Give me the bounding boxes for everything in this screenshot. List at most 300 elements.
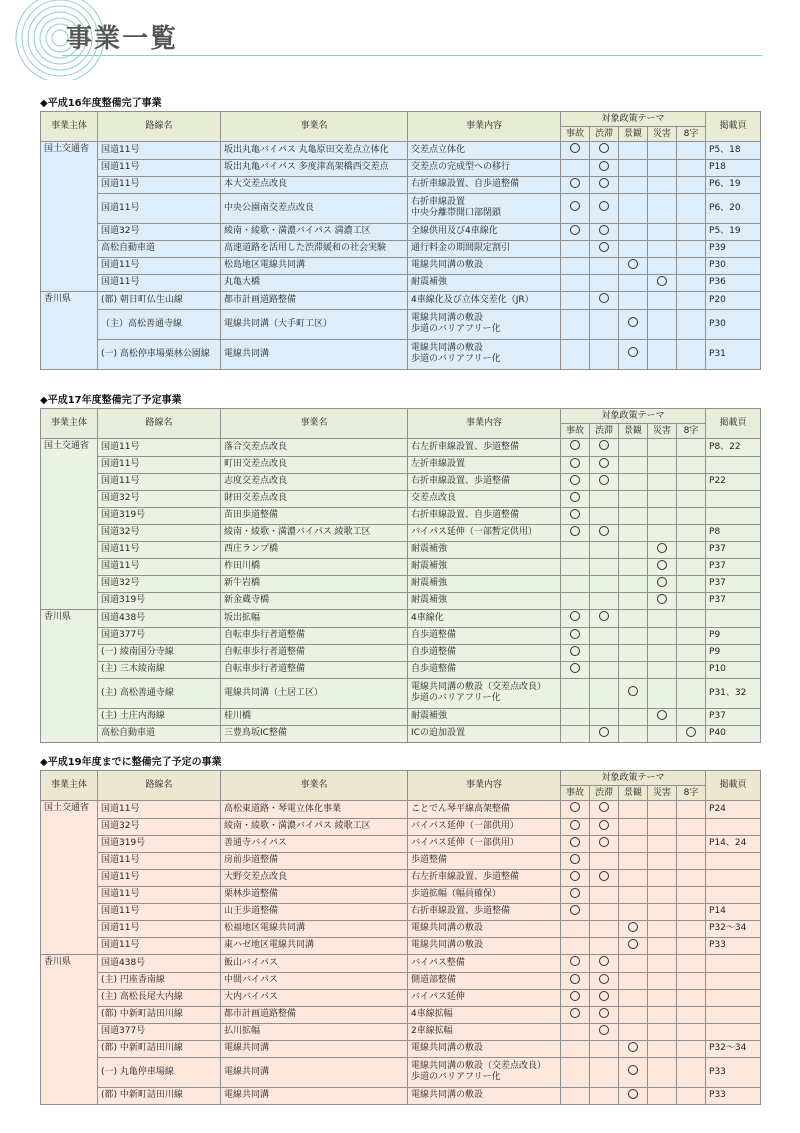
cell-route: 国道32号 xyxy=(98,818,221,835)
header-content: 事業内容 xyxy=(408,771,561,801)
cell-subject xyxy=(41,507,98,524)
cell-route: 国道11号 xyxy=(98,193,221,223)
cell-page: P6、19 xyxy=(706,176,761,193)
cell-project: 飯山バイパス xyxy=(221,955,408,973)
cell-route: 国道319号 xyxy=(98,592,221,610)
content-line: 電線共同溝の敷設（交差点改良） xyxy=(411,1061,547,1071)
cell-content xyxy=(408,937,561,955)
cell-disaster xyxy=(648,852,677,869)
cell-landscape xyxy=(619,920,648,937)
circle-mark-icon xyxy=(628,347,638,357)
cell-landscape xyxy=(619,274,648,292)
cell-eight xyxy=(677,159,706,176)
cell-content xyxy=(408,661,561,678)
cell-landscape xyxy=(619,1023,648,1040)
cell-project: 房前歩道整備 xyxy=(221,852,408,869)
cell-content xyxy=(408,193,561,223)
cell-congestion xyxy=(590,592,619,610)
cell-disaster xyxy=(648,835,677,852)
circle-mark-icon xyxy=(599,458,609,468)
cell-subject xyxy=(41,456,98,473)
content-line: ことでん琴平線高架整備 xyxy=(411,803,511,814)
cell-accident xyxy=(561,274,590,292)
content-line: バイパス延伸 xyxy=(411,992,465,1002)
table-row xyxy=(41,937,761,955)
cell-congestion xyxy=(590,142,619,160)
content-line: 自歩道整備 xyxy=(411,647,457,657)
circle-mark-icon xyxy=(599,1025,609,1035)
circle-mark-icon xyxy=(570,509,580,519)
content-line: 4車線化及び立体交差化（JR） xyxy=(411,294,534,305)
content-line: バイパス延伸（一部暫定供用） xyxy=(411,527,537,537)
cell-eight xyxy=(677,575,706,592)
cell-project: 綾南・綾歌・満濃バイパス 綾歌工区 xyxy=(221,818,408,835)
table-row xyxy=(41,610,761,628)
cell-subject: 国土交通省 xyxy=(41,142,98,160)
content-line: 交差点立体化 xyxy=(411,144,466,155)
circle-mark-icon xyxy=(599,837,609,847)
cell-disaster xyxy=(648,920,677,937)
table-row xyxy=(41,240,761,257)
cell-project: 払川拡幅 xyxy=(221,1023,408,1040)
cell-congestion xyxy=(590,869,619,886)
cell-disaster xyxy=(648,989,677,1006)
cell-congestion xyxy=(590,541,619,558)
cell-eight xyxy=(677,257,706,274)
content-line: 通行料金の期間限定割引 xyxy=(411,243,511,253)
circle-mark-icon xyxy=(628,686,638,696)
cell-route: (一) 綾南国分寺線 xyxy=(98,644,221,661)
cell-accident xyxy=(561,937,590,955)
cell-congestion xyxy=(590,240,619,257)
cell-subject xyxy=(41,1023,98,1040)
header-policy-theme: 対象政策テーマ xyxy=(561,112,706,127)
cell-landscape xyxy=(619,835,648,852)
cell-eight xyxy=(677,661,706,678)
section-title: ◆平成16年度整備完了事業 xyxy=(40,98,162,109)
cell-landscape xyxy=(619,1057,648,1087)
cell-eight xyxy=(677,610,706,628)
cell-route: 国道11号 xyxy=(98,937,221,955)
circle-mark-icon xyxy=(599,225,609,235)
cell-disaster xyxy=(648,439,677,457)
content-line: 4車線拡幅 xyxy=(411,1009,453,1019)
cell-page: P20 xyxy=(706,292,761,310)
cell-route: 国道11号 xyxy=(98,473,221,490)
cell-page xyxy=(706,972,761,989)
table-row xyxy=(41,223,761,240)
cell-eight xyxy=(677,886,706,903)
cell-landscape xyxy=(619,541,648,558)
table-row xyxy=(41,678,761,708)
table-row xyxy=(41,490,761,507)
cell-content xyxy=(408,292,561,310)
cell-congestion xyxy=(590,955,619,973)
content-line: 右左折車線設置、歩道整備 xyxy=(411,441,520,452)
table-row xyxy=(41,1023,761,1040)
cell-accident xyxy=(561,592,590,610)
cell-disaster xyxy=(648,274,677,292)
table-row xyxy=(41,869,761,886)
cell-subject xyxy=(41,274,98,292)
cell-accident xyxy=(561,1040,590,1057)
cell-landscape xyxy=(619,903,648,920)
content-line: 中央分離帯開口部閉鎖 xyxy=(411,208,502,218)
cell-accident xyxy=(561,1006,590,1023)
cell-project: 綾南・綾歌・満濃バイパス 満濃工区 xyxy=(221,223,408,240)
cell-page xyxy=(706,490,761,507)
content-line: 自歩道整備 xyxy=(411,630,457,640)
circle-mark-icon xyxy=(599,727,609,737)
cell-congestion xyxy=(590,644,619,661)
cell-project: 新牛岩橋 xyxy=(221,575,408,592)
cell-congestion xyxy=(590,1087,619,1105)
cell-accident xyxy=(561,972,590,989)
cell-eight xyxy=(677,456,706,473)
cell-page xyxy=(706,610,761,628)
cell-subject xyxy=(41,159,98,176)
cell-disaster xyxy=(648,972,677,989)
cell-subject xyxy=(41,725,98,743)
cell-project: 東ハゼ地区電線共同溝 xyxy=(221,937,408,955)
circle-mark-icon xyxy=(570,458,580,468)
cell-page: P9 xyxy=(706,644,761,661)
cell-disaster xyxy=(648,339,677,370)
cell-congestion xyxy=(590,274,619,292)
cell-subject: 香川県 xyxy=(41,292,98,310)
table-row xyxy=(41,339,761,370)
cell-accident xyxy=(561,610,590,628)
cell-landscape xyxy=(619,708,648,725)
cell-congestion xyxy=(590,1006,619,1023)
cell-page: P8、22 xyxy=(706,439,761,457)
cell-disaster xyxy=(648,678,677,708)
header-disaster: 災害 xyxy=(648,786,677,801)
cell-disaster xyxy=(648,903,677,920)
circle-mark-icon xyxy=(599,293,609,303)
circle-mark-icon xyxy=(599,871,609,881)
table-row xyxy=(41,541,761,558)
cell-eight xyxy=(677,1006,706,1023)
table-row xyxy=(41,972,761,989)
table-row xyxy=(41,989,761,1006)
cell-congestion xyxy=(590,886,619,903)
content-line: バイパス延伸（一部供用） xyxy=(411,821,519,831)
cell-page: P37 xyxy=(706,575,761,592)
cell-accident xyxy=(561,309,590,339)
cell-disaster xyxy=(648,159,677,176)
project-table xyxy=(40,770,761,1105)
section-title: ◆平成19年度までに整備完了予定の事業 xyxy=(40,757,222,768)
cell-landscape xyxy=(619,937,648,955)
cell-accident xyxy=(561,661,590,678)
cell-eight xyxy=(677,989,706,1006)
cell-accident xyxy=(561,575,590,592)
cell-landscape xyxy=(619,142,648,160)
table-row xyxy=(41,558,761,575)
cell-project: 柞田川橋 xyxy=(221,558,408,575)
cell-page xyxy=(706,869,761,886)
cell-content xyxy=(408,223,561,240)
cell-eight xyxy=(677,678,706,708)
cell-project: 志度交差点改良 xyxy=(221,473,408,490)
content-line: 耐震補強 xyxy=(411,561,448,571)
cell-project: 苗田歩道整備 xyxy=(221,507,408,524)
cell-congestion xyxy=(590,678,619,708)
table-row xyxy=(41,644,761,661)
content-line: 耐震補強 xyxy=(411,711,448,721)
cell-subject xyxy=(41,903,98,920)
cell-congestion xyxy=(590,558,619,575)
header-landscape: 景観 xyxy=(619,127,648,142)
cell-eight xyxy=(677,1057,706,1087)
circle-mark-icon xyxy=(570,492,580,502)
cell-landscape xyxy=(619,725,648,743)
circle-mark-icon xyxy=(570,178,580,188)
cell-subject: 国土交通省 xyxy=(41,439,98,457)
cell-eight xyxy=(677,627,706,644)
cell-route: (主) 高松善通寺線 xyxy=(98,678,221,708)
cell-content xyxy=(408,1057,561,1087)
cell-disaster xyxy=(648,257,677,274)
cell-page xyxy=(706,1023,761,1040)
cell-eight xyxy=(677,972,706,989)
cell-page xyxy=(706,989,761,1006)
content-line: 電線共同溝の敷設（交差点改良） xyxy=(411,682,547,692)
circle-mark-icon xyxy=(570,837,580,847)
cell-content xyxy=(408,886,561,903)
cell-congestion xyxy=(590,835,619,852)
cell-congestion xyxy=(590,801,619,819)
cell-route: 国道11号 xyxy=(98,142,221,160)
cell-eight xyxy=(677,937,706,955)
table-row xyxy=(41,1057,761,1087)
cell-landscape xyxy=(619,801,648,819)
header-page: 掲載頁 xyxy=(706,112,761,142)
cell-disaster xyxy=(648,937,677,955)
cell-project: 新金蔵寺橋 xyxy=(221,592,408,610)
circle-mark-icon xyxy=(599,143,609,153)
cell-accident xyxy=(561,257,590,274)
cell-subject xyxy=(41,592,98,610)
cell-congestion xyxy=(590,725,619,743)
cell-disaster xyxy=(648,886,677,903)
cell-landscape xyxy=(619,989,648,1006)
cell-project: 電線共同溝 xyxy=(221,1040,408,1057)
cell-content xyxy=(408,1006,561,1023)
circle-mark-icon xyxy=(570,201,580,211)
circle-mark-icon xyxy=(628,259,638,269)
cell-landscape xyxy=(619,1087,648,1105)
cell-congestion xyxy=(590,193,619,223)
cell-eight xyxy=(677,490,706,507)
content-line: バイパス延伸（一部供用） xyxy=(411,838,519,848)
header-project: 事業名 xyxy=(221,112,408,142)
content-line: 耐震補強 xyxy=(411,277,448,288)
cell-page: P37 xyxy=(706,558,761,575)
cell-congestion xyxy=(590,989,619,1006)
cell-page xyxy=(706,507,761,524)
cell-project: 坂出拡幅 xyxy=(221,610,408,628)
cell-landscape xyxy=(619,592,648,610)
cell-landscape xyxy=(619,886,648,903)
section-title: ◆平成17年度整備完了予定事業 xyxy=(40,395,182,406)
header-policy-theme: 対象政策テーマ xyxy=(561,771,706,786)
content-line: 右折車線設置、歩道整備 xyxy=(411,476,511,486)
cell-route: 国道11号 xyxy=(98,541,221,558)
circle-mark-icon xyxy=(599,956,609,966)
cell-eight xyxy=(677,142,706,160)
cell-subject xyxy=(41,240,98,257)
cell-congestion xyxy=(590,661,619,678)
circle-mark-icon xyxy=(628,1065,638,1075)
content-line: 耐震補強 xyxy=(411,595,448,606)
cell-project: 電線共同溝 xyxy=(221,1057,408,1087)
cell-route: 国道11号 xyxy=(98,456,221,473)
content-line: 電線共同溝の敷設 xyxy=(411,1090,484,1101)
table-row xyxy=(41,818,761,835)
cell-route: 国道377号 xyxy=(98,627,221,644)
header-page: 掲載頁 xyxy=(706,771,761,801)
cell-congestion xyxy=(590,920,619,937)
section-h16 xyxy=(40,97,760,370)
cell-congestion xyxy=(590,292,619,310)
cell-disaster xyxy=(648,610,677,628)
content-line: 電線共同溝の敷設 xyxy=(411,940,484,951)
cell-eight xyxy=(677,708,706,725)
content-line: 耐震補強 xyxy=(411,578,448,588)
cell-landscape xyxy=(619,575,648,592)
cell-content xyxy=(408,708,561,725)
cell-accident xyxy=(561,835,590,852)
content-line: 電線共同溝の敷設 xyxy=(411,313,484,323)
header-route: 路線名 xyxy=(98,771,221,801)
cell-disaster xyxy=(648,541,677,558)
cell-eight xyxy=(677,274,706,292)
cell-landscape xyxy=(619,176,648,193)
table-row xyxy=(41,473,761,490)
cell-accident xyxy=(561,869,590,886)
cell-route: 国道32号 xyxy=(98,575,221,592)
cell-subject xyxy=(41,661,98,678)
cell-congestion xyxy=(590,176,619,193)
cell-subject: 香川県 xyxy=(41,610,98,628)
cell-landscape xyxy=(619,610,648,628)
cell-content xyxy=(408,524,561,541)
cell-accident xyxy=(561,627,590,644)
cell-congestion xyxy=(590,524,619,541)
cell-subject xyxy=(41,541,98,558)
cell-route: (主) 三木綾南線 xyxy=(98,661,221,678)
cell-content xyxy=(408,818,561,835)
table-row xyxy=(41,886,761,903)
cell-route: 高松自動車道 xyxy=(98,725,221,743)
cell-page: P33 xyxy=(706,1087,761,1105)
circle-mark-icon xyxy=(599,991,609,1001)
content-line: ICの追加設置 xyxy=(411,728,465,739)
circle-mark-icon xyxy=(599,242,609,252)
cell-eight xyxy=(677,1023,706,1040)
cell-congestion xyxy=(590,339,619,370)
cell-content xyxy=(408,541,561,558)
content-line: 全線供用及び4車線化 xyxy=(411,226,498,236)
cell-congestion xyxy=(590,507,619,524)
header-eight: 8字 xyxy=(677,424,706,439)
cell-route: （主）高松善通寺線 xyxy=(98,309,221,339)
circle-mark-icon xyxy=(599,820,609,830)
circle-mark-icon xyxy=(570,475,580,485)
cell-landscape xyxy=(619,524,648,541)
content-line: 電線共同溝の敷設 xyxy=(411,260,484,270)
circle-mark-icon xyxy=(599,475,609,485)
cell-subject: 香川県 xyxy=(41,955,98,973)
cell-subject xyxy=(41,1006,98,1023)
cell-route: 国道11号 xyxy=(98,159,221,176)
cell-route: 国道11号 xyxy=(98,920,221,937)
content-line: 2車線拡幅 xyxy=(411,1026,453,1036)
content-line: 左折車線設置 xyxy=(411,459,466,469)
cell-route: (一) 高松停車場栗林公園線 xyxy=(98,339,221,370)
content-line: 右折車線設置、歩道整備 xyxy=(411,906,511,916)
cell-disaster xyxy=(648,869,677,886)
cell-page: P37 xyxy=(706,541,761,558)
cell-landscape xyxy=(619,661,648,678)
cell-accident xyxy=(561,644,590,661)
cell-content xyxy=(408,490,561,507)
cell-page: P14、24 xyxy=(706,835,761,852)
circle-mark-icon xyxy=(599,161,609,171)
table-row xyxy=(41,142,761,160)
circle-mark-icon xyxy=(570,871,580,881)
cell-accident xyxy=(561,558,590,575)
cell-disaster xyxy=(648,473,677,490)
cell-disaster xyxy=(648,627,677,644)
cell-page: P6、20 xyxy=(706,193,761,223)
content-line: 歩道のバリアフリー化 xyxy=(411,324,501,334)
cell-accident xyxy=(561,507,590,524)
cell-accident xyxy=(561,1023,590,1040)
cell-congestion xyxy=(590,903,619,920)
table-row xyxy=(41,439,761,457)
cell-route: (都) 朝日町仏生山線 xyxy=(98,292,221,310)
cell-content xyxy=(408,852,561,869)
cell-eight xyxy=(677,524,706,541)
cell-project: 電線共同溝 xyxy=(221,339,408,370)
cell-subject xyxy=(41,339,98,370)
circle-mark-icon xyxy=(570,440,580,450)
cell-eight xyxy=(677,558,706,575)
content-line: 歩道整備 xyxy=(411,855,448,865)
cell-accident xyxy=(561,920,590,937)
cell-route: (都) 中新町詰田川線 xyxy=(98,1040,221,1057)
cell-accident xyxy=(561,725,590,743)
cell-subject xyxy=(41,176,98,193)
cell-eight xyxy=(677,801,706,819)
cell-subject xyxy=(41,473,98,490)
cell-landscape xyxy=(619,558,648,575)
cell-subject xyxy=(41,558,98,575)
cell-content xyxy=(408,159,561,176)
cell-disaster xyxy=(648,292,677,310)
cell-landscape xyxy=(619,955,648,973)
header-landscape: 景観 xyxy=(619,424,648,439)
circle-mark-icon xyxy=(570,888,580,898)
circle-mark-icon xyxy=(657,577,667,587)
cell-project: 大野交差点改良 xyxy=(221,869,408,886)
cell-congestion xyxy=(590,309,619,339)
cell-page: P33 xyxy=(706,1057,761,1087)
cell-accident xyxy=(561,142,590,160)
